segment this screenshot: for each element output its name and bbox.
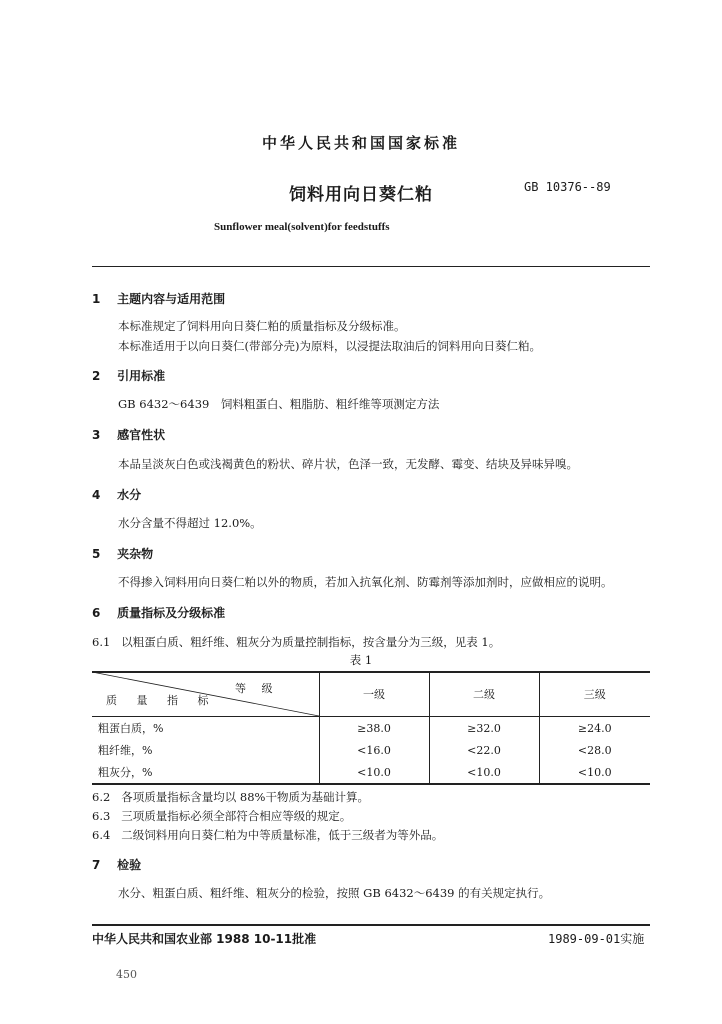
clause-text: 以粗蛋白质、粗纤维、粗灰分为质量控制指标，按含量分为三级，见表 1。	[121, 635, 501, 649]
grade-header: 三级	[539, 672, 650, 717]
document-title: 饲料用向日葵仁粕	[289, 185, 433, 205]
table-cell: ≥38.0	[319, 717, 429, 740]
paragraph: 不得掺入饲料用向日葵仁粕以外的物质，若加入抗氧化剂、防霉剂等添加剂时，应做相应的说明。	[118, 575, 613, 589]
table-row	[92, 739, 650, 761]
section-number: 4	[92, 488, 101, 502]
clause-text: 各项质量指标含量均以 88%干物质为基础计算。	[121, 790, 369, 804]
table-row	[92, 761, 650, 783]
section-3-heading	[92, 426, 165, 443]
section-2-heading	[92, 367, 165, 384]
quality-grade-table	[92, 672, 650, 783]
section-number: 2	[92, 369, 101, 383]
english-title: Sunflower meal(solvent)for feedstuffs	[214, 221, 390, 233]
table-header-row	[92, 672, 650, 717]
section-6-heading	[92, 604, 225, 621]
table-cell: <16.0	[319, 739, 429, 761]
paragraph: 本标准规定了饲料用向日葵仁粕的质量指标及分级标准。	[118, 319, 406, 333]
table-cell: ≥24.0	[539, 717, 650, 740]
section-number: 1	[92, 292, 101, 306]
standard-org-heading: 中华人民共和国国家标准	[261, 134, 460, 152]
clause-6-3	[92, 808, 351, 824]
row-label: 粗纤维，%	[98, 744, 153, 757]
footer-divider	[92, 924, 650, 926]
section-title: 检验	[117, 858, 142, 872]
section-title: 夹杂物	[117, 547, 154, 561]
clause-number: 6.4	[92, 828, 111, 842]
grade-header: 二级	[429, 672, 539, 717]
page-number: 450	[116, 968, 137, 981]
effective-date: 1989-09-01实施	[548, 932, 645, 946]
section-4-heading	[92, 486, 141, 503]
standard-code: GB 10376--89	[524, 180, 611, 194]
section-7-heading	[92, 856, 141, 873]
clause-6-1	[92, 634, 500, 650]
table-cell: <10.0	[319, 761, 429, 783]
section-title: 引用标准	[117, 369, 166, 383]
section-title: 主题内容与适用范围	[117, 292, 226, 306]
clause-number: 6.1	[92, 635, 111, 649]
header-divider	[92, 266, 650, 267]
clause-number: 6.2	[92, 790, 111, 804]
clause-number: 6.3	[92, 809, 111, 823]
approval-line: 中华人民共和国农业部 1988 10-11批准	[92, 932, 317, 946]
row-label: 粗蛋白质，%	[98, 722, 164, 735]
row-label: 粗灰分，%	[98, 766, 153, 779]
section-number: 6	[92, 606, 101, 620]
table-cell: <10.0	[539, 761, 650, 783]
paragraph: 本品呈淡灰白色或浅褐黄色的粉状、碎片状，色泽一致，无发酵、霉变、结块及异味异嗅。	[118, 457, 578, 471]
section-title: 质量指标及分级标准	[117, 606, 226, 620]
table-corner-cell	[92, 672, 319, 717]
clause-text: 三项质量指标必须全部符合相应等级的规定。	[121, 809, 352, 823]
table-bottom-rule	[92, 783, 650, 785]
corner-label-grade: 等 级	[235, 682, 279, 695]
section-title: 感官性状	[117, 428, 166, 442]
corner-label-indicator: 质 量 指 标	[106, 694, 217, 707]
grade-header: 一级	[319, 672, 429, 717]
clause-text: 二级饲料用向日葵仁粕为中等质量标准，低于三级者为等外品。	[121, 828, 444, 842]
section-5-heading	[92, 545, 153, 562]
section-number: 7	[92, 858, 101, 872]
section-1-heading	[92, 290, 225, 307]
section-number: 3	[92, 428, 101, 442]
table-cell: <28.0	[539, 739, 650, 761]
paragraph: 水分含量不得超过 12.0%。	[118, 516, 262, 530]
paragraph: 水分、粗蛋白质、粗纤维、粗灰分的检验，按照 GB 6432～6439 的有关规定执行。	[118, 886, 551, 900]
section-number: 5	[92, 547, 101, 561]
section-title: 水分	[117, 488, 142, 502]
clause-6-2	[92, 789, 369, 805]
table-caption: 表 1	[349, 653, 373, 667]
table-cell: ≥32.0	[429, 717, 539, 740]
clause-6-4	[92, 827, 443, 843]
table-row	[92, 717, 650, 740]
paragraph: 本标准适用于以向日葵仁(带部分壳)为原料，以浸提法取油后的饲料用向日葵仁粕。	[118, 339, 541, 353]
table-cell: <22.0	[429, 739, 539, 761]
table-cell: <10.0	[429, 761, 539, 783]
paragraph: GB 6432～6439 饲料粗蛋白、粗脂肪、粗纤维等项测定方法	[118, 397, 440, 411]
